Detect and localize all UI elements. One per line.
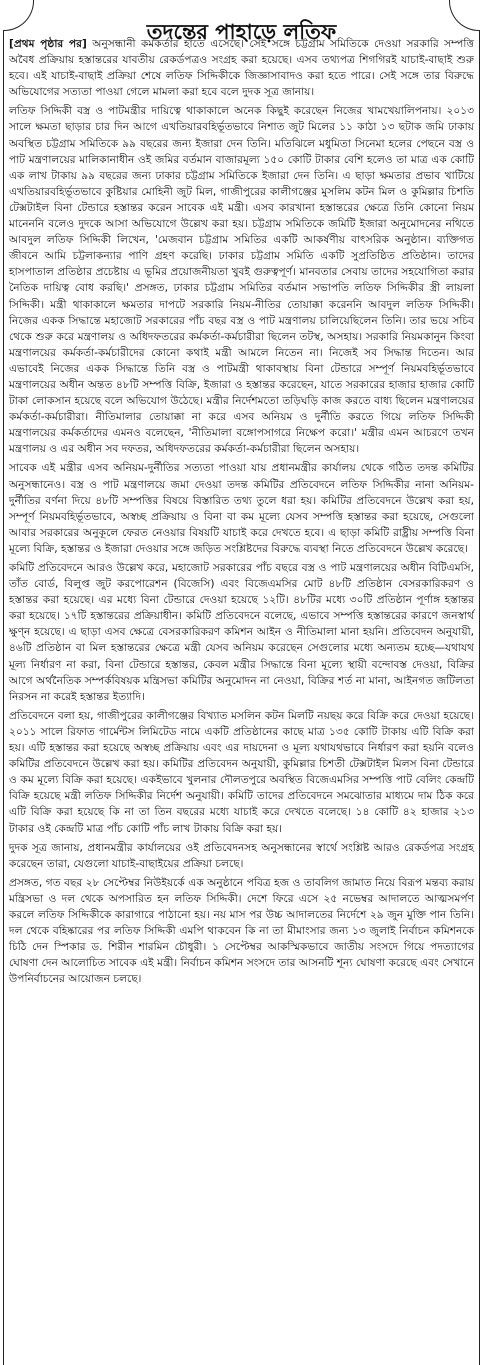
paragraph-2: লতিফ সিদ্দিকী বস্ত্র ও পাটমন্ত্রীর দায়িত্বে থাকাকালে অনেক কিছুই করেছেন নিজের খামখেয়ালিপনায়। ২০১৩ সালে ক্ষমতা ছাড়ার চার দিন আগে এখতিয়ারবহির্ভূতভাবে নিশাত জুট মিলের ১১ কাঠা ১৩ ছটাক জমি ঢাকায় অবস্থিত চট্টগ্রাম সমিতিকে ৯৯ বছরের জন্য ইজারা দেন তিনি। মতিঝিলে মধুমিতা সিনেমা হলের পেছনে বস্ত্র ও পাট মন্ত্রণালয়ের মালিকানাধীন ওই জমির বর্তমান বাজারমূল্য ১৫০ কোটি টাকার বেশি হলেও তা মাত্র এক কোটি এক লাখ টাকায় ৯৯ বছরের জন্য ঢাকার চট্টগ্রাম সমিতিকে ইজারা দেন তিনি। এ ছাড়া ক্ষমতার প্রভাব খাটিয়ে এখতিয়ারবহির্ভূতভাবে কুষ্টিয়ার মোহিনী জুট মিল, গাজীপুরের কালীগঞ্জের মুসলিম কটন মিল ও কুমিল্লার চিশতি টেক্সটাইল বিনা টেন্ডারে হস্তান্তর করেন সাবেক এই মন্ত্রী। এসব কারখানা হস্তান্তরের ক্ষেত্রে তিনি কোনো নিয়ম মানেননি বলেও দুদকে আসা অভিযোগে উল্লেখ করা হয়। চট্টগ্রাম সমিতিকে জমিটি ইজারা অনুমোদনের নথিতে আবদুল লতিফ সিদ্দিকী লিখেন, 'মেজবান চট্টগ্রাম সমিতির একটি আকর্ষণীয় বাৎসরিক অনুষ্ঠান। ব্যক্তিগত জীবনে আমি চট্টলাকন্যার পাণি গ্রহণ করেছি। ঢাকার চট্টগ্রাম সমিতি একটি সুপ্রতিষ্ঠিত প্রতিষ্ঠান। তাদের হাসপাতাল প্রতিষ্ঠার প্রচেষ্টায় এ ভূমির প্রয়োজনীয়তা খুবই গুরুত্বপূর্ণ। মানবতার সেবায় তাদের সহযোগিতা করার নৈতিক দায়িত্ব বোধ করছি।' প্রসঙ্গত, ঢাকার চট্টগ্রাম সমিতির বর্তমান সভাপতি লতিফ সিদ্দিকীর স্ত্রী লায়লা সিদ্দিকী। মন্ত্রী থাকাকালে ক্ষমতার দাপটে সরকারি নিয়ম-নীতির তোয়াক্কা করেননি আবদুল লতিফ সিদ্দিকী। নিজের একক সিদ্ধান্তে মহাজোট সরকারের পাঁচ বছর বস্ত্র ও পাট মন্ত্রণালয় চালিয়েছিলেন তিনি। তার ভয়ে সচিব থেকে শুরু করে মন্ত্রণালয় ও অধিদফতরের কর্মকর্তা-কর্মচারীরা ছিলেন তটস্থ, অসহায়। সরকারি নিয়মকানুন কিংবা মন্ত্রণালয়ের কর্মকর্তা-কর্মচারীদের কোনো কথাই মন্ত্রী আমলে নিতেন না। নিজেই সব সিদ্ধান্ত দিতেন। আর এভাবেই নিজের একক সিদ্ধান্তে তিনি বস্ত্র ও পাটমন্ত্রী থাকাবস্থায় বিনা টেন্ডারে সম্পূর্ণ নিয়মবহির্ভূতভাবে মন্ত্রণালয়ের অধীন অন্তত ৪৮টি সম্পত্তি বিক্রি, ইজারা ও হস্তান্তর করেছেন, যাতে সরকারের হাজার হাজার কোটি টাকা লোকসান হয়েছে বলে অভিযোগ উঠেছে। মন্ত্রীর নির্দেশমতো তড়িঘড়ি কাজ করতে বাধ্য ছিলেন মন্ত্রণালয়ের কর্মকর্তা-কর্মচারীরা। নীতিমালার তোয়াক্কা না করে এসব অনিয়ম ও দুর্নীতি করতে গিয়ে লতিফ সিদ্দিকী মন্ত্রণালয়ের কর্মকর্তাদের এমনও বলেছেন, 'নীতিমালা বঙ্গোপসাগরে নিক্ষেপ করো।' মন্ত্রীর এমন আচরণে তখন মন্ত্রণালয় ও এর অধীন সব দফতর, অধিদফতরের কর্মকর্তা-কর্মচারীরা ছিলেন অসহায়। — [9, 105, 474, 456]
paragraph-4: কমিটি প্রতিবেদনে আরও উল্লেখ করে, মহাজোট সরকারের পাঁচ বছরে বস্ত্র ও পাট মন্ত্রণালয়ের অধীন বিটিএমসি, তাঁত বোর্ড, বিলুপ্ত জুট করপোরেশন (বিজেসি) এবং বিজেএমসির মোট ৪৮টি প্রতিষ্ঠান বেসরকারিকরণ ও হস্তান্তর করা হয়েছে। এর মধ্যে বিনা টেন্ডারে দেওয়া হয়েছে ১২টি। ৪৮টির মধ্যে ৩০টি প্রতিষ্ঠান পূর্ণাঙ্গ হস্তান্তর করা হয়েছে। ১৭টি হস্তান্তরের প্রক্রিয়াধীন। কমিটি প্রতিবেদনে বলেছে, এভাবে সম্পত্তি হস্তান্তরের কারণে জনস্বার্থ ক্ষুণ্ন হয়েছে। এ ছাড়া এসব ক্ষেত্রে বেসরকারিকরণ কমিশন আইন ও নীতিমালা মানা হয়নি। প্রতিবেদন অনুযায়ী, ৪৬টি প্রতিষ্ঠান বা মিল হস্তান্তরের ক্ষেত্রে মন্ত্রী যেসব অনিয়ম করেছেন সেগুলোর মধ্যে অন্যতম হচ্ছে—যথাযথ মূল্য নির্ধারণ না করা, বিনা টেন্ডারে হস্তান্তর, কেবল মন্ত্রীর সিদ্ধান্তে বিনা মূল্যে স্থায়ী বন্দোবস্ত দেওয়া, বিক্রির আগে অর্থনৈতিক সম্পর্কবিষয়ক মন্ত্রিসভা কমিটির অনুমোদন না নেওয়া, বিক্রির শর্ত না মানা, আইনগত জটিলতা নিরসন না করেই হস্তান্তর ইত্যাদি। — [9, 562, 474, 703]
paragraph-6: দুদক সূত্র জানায়, প্রধানমন্ত্রীর কার্যালয়ের ওই প্রতিবেদনসহ অনুসন্ধানের স্বার্থে সংশ্লিষ্ট আরও রেকর্ডপত্র সংগ্রহ করেছেন তারা, যেগুলো যাচাই-বাছাইয়ের প্রক্রিয়া চলছে। — [9, 841, 474, 870]
paragraph-5: প্রতিবেদনে বলা হয়, গাজীপুরের কালীগঞ্জের বিখ্যাত মসলিন কটন মিলটি নয়ছয় করে বিক্রি করে দেওয়া হয়েছে। ২০১১ সালে রিফাত গার্মেন্টস লিমিটেড নামে একটি প্রতিষ্ঠানের কাছে মাত্র ১৩৫ কোটি টাকায় এটি বিক্রি করা হয়। এটি হস্তান্তর করা হয়েছে অস্বচ্ছ প্রক্রিয়ায় এবং এর দায়দেনা ও মূল্য যথাযথভাবে নির্ধারণ করা হয়নি বলেও কমিটির প্রতিবেদনে উল্লেখ করা হয়। কমিটির প্রতিবেদন অনুযায়ী, কুমিল্লার চিশতী টেক্সটাইল মিলস বিনা টেন্ডারে ও কম মূল্যে বিক্রি করা হয়েছে। একইভাবে খুলনার দৌলতপুরে অবস্থিত বিজেএমসির সম্পত্তি পাট বেলিং কেন্দ্রটি বিক্রি হয়েছে মন্ত্রী লতিফ সিদ্দিকীর নির্দেশ অনুযায়ী। কমিটি তাদের প্রতিবেদনে সমঝোতার মাধ্যমে দাম ঠিক করে এটি বিক্রি করা হয়েছে কি না তা তিন বছরের মধ্যে যাচাই করে দেখতে বলেছে। ১৪ কোটি ৪২ হাজার ২১৩ টাকার ওই কেন্দ্রটি মাত্র পাঁচ কোটি পাঁচ লাখ টাকায় বিক্রি করা হয়। — [9, 709, 474, 835]
right-border — [479, 30, 480, 1365]
continued-from-label: [প্রথম পৃষ্ঠার পর] — [9, 38, 87, 50]
paragraph-1-text: অনুসন্ধানী কর্মকর্তার হাতে এসেছে। সেই সঙ্গে চট্টগ্রাম সমিতিকে দেওয়া সরকারি সম্পত্তি অবৈধ প্রক্রিয়ায় হস্তান্তরের যাবতীয় রেকর্ডপত্রও সংগ্রহ করা হয়েছে। এসব তথ্যপত্র শিগগিরই যাচাই-বাছাই শুরু হবে। এই যাচাই-বাছাই প্রক্রিয়া শেষে লতিফ সিদ্দিকীকে জিজ্ঞাসাবাদও করা হতে পারে। সেই সঙ্গে তার বিরুদ্ধে অভিযোগের সত্যতা পাওয়া গেলে মামলা করা হবে বলে দুদক সূত্র জানায়। — [9, 38, 474, 99]
article-body — [9, 36, 474, 990]
paragraph-7: প্রসঙ্গত, গত বছর ২৮ সেপ্টেম্বর নিউইয়র্কে এক অনুষ্ঠানে পবিত্র হজ ও তাবলিগ জামাত নিয়ে বিরূপ মন্তব্য করায় মন্ত্রিসভা ও দল থেকে অপসারিত হন লতিফ সিদ্দিকী। দেশে ফিরে এসে ২৫ নভেম্বর আদালতে আত্মসমর্পণ করলে লতিফ সিদ্দিকীকে কারাগারে পাঠানো হয়। নয় মাস পর উচ্চ আদালতের নির্দেশে ২৯ জুন মুক্তি পান তিনি। দল থেকে বহিষ্কারের পর লতিফ সিদ্দিকী এমপি থাকবেন কি না তা মীমাংসার জন্য ১৩ জুলাই নির্বাচন কমিশনকে চিঠি দেন স্পিকার ড. শিরীন শারমিন চৌধুরী। ১ সেপ্টেম্বর আকস্মিকভাবে জাতীয় সংসদে গিয়ে পদত্যাগের ঘোষণা দেন আলোচিত সাবেক এই মন্ত্রী। নির্বাচন কমিশন সংসদে তার আসনটি শূন্য ঘোষণা করেছে এবং সেখানে উপনির্বাচনের আয়োজন চলছে। — [9, 876, 474, 986]
paragraph-1 — [9, 36, 474, 100]
left-border — [3, 30, 4, 1365]
headline: তদন্তের পাহাড়ে লতিফ — [146, 19, 337, 45]
paragraph-3: সাবেক এই মন্ত্রীর এসব অনিয়ম-দুর্নীতির সত্যতা পাওয়া যায় প্রধানমন্ত্রীর কার্যালয় থেকে গঠিত তদন্ত কমিটির অনুসন্ধানেও। বস্ত্র ও পাট মন্ত্রণালয়ে জমা দেওয়া তদন্ত কমিটির প্রতিবেদনে লতিফ সিদ্দিকীর নানা অনিয়ম-দুর্নীতির বর্ণনা দিয়ে ৪৮টি সম্পত্তির বিষয়ে বিস্তারিত তথ্য তুলে ধরা হয়। কমিটির প্রতিবেদনে উল্লেখ করা হয়, সম্পূর্ণ নিয়মবহির্ভূতভাবে, অস্বচ্ছ প্রক্রিয়ায় ও বিনা বা কম মূল্যে যেসব সম্পত্তি হস্তান্তর করা হয়েছে, সেগুলো আবার সরকারের অনুকূলে ফেরত নেওয়ার বিষয়টি যাচাই করে দেখতে হবে। এ ছাড়া কমিটি রাষ্ট্রীয় সম্পত্তি বিনা মূল্যে বিক্রি, হস্তান্তর ও ইজারা দেওয়ার সঙ্গে জড়িত সংশ্লিষ্টদের বিরুদ্ধে ব্যবস্থা নিতে প্রতিবেদনে উল্লেখ করেছে। — [9, 462, 474, 555]
